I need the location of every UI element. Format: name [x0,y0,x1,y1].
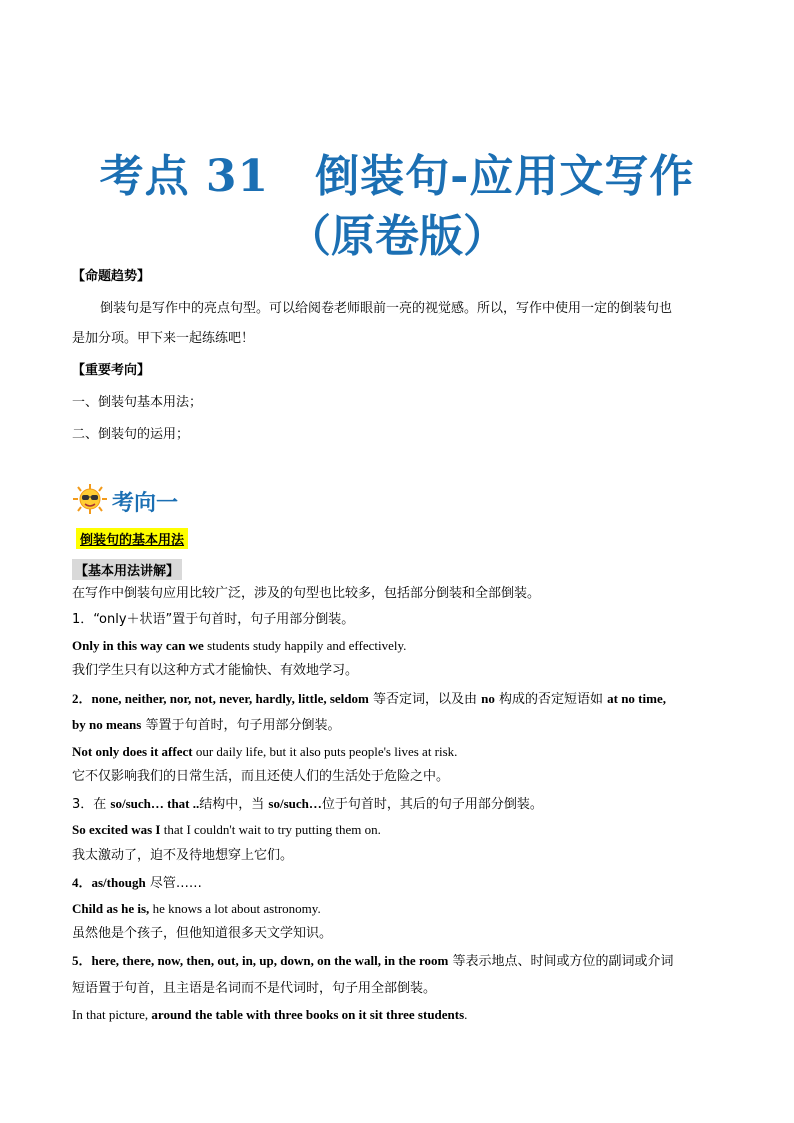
key-item-1: 一、倒装句基本用法； [72,395,203,410]
rule5-heading-line2: 短语置于句首，且主语是名词而不是代词时，句子用全部倒装。 [72,981,437,996]
rule2-example: Not only does it affect our daily life, but it also puts people's lives at risk. [72,744,458,759]
rule2-heading-line1: 2．none, neither, nor, not, never, hardly, little, seldom 等否定词，以及由 no 构成的否定短语如 at no time, [72,691,666,707]
box-heading: 【基本用法讲解】 [72,559,182,580]
key-item-2: 二、倒装句的运用； [72,427,190,442]
key-heading: 【重要考向】 [72,363,151,378]
rule3-example: So excited was I that I couldn't wait to try putting them on. [72,822,381,837]
rule3-heading: 3．在 so/such… that ..结构中，当 so/such…位于句首时，其后的句子用部分倒装。 [72,796,543,812]
page-title-line1: 考点 31 倒装句-应用文写作 [99,151,695,202]
rule4-translation: 虽然他是个孩子，但他知道很多天文学知识。 [72,926,333,941]
rule1-heading: 1．“only＋状语”置于句首时，句子用部分倒装。 [72,612,355,627]
rule2-translation: 它不仅影响我们的日常生活，而且还使人们的生活处于危险之中。 [72,769,450,784]
rule2-heading-line2: by no means 等置于句首时，句子用部分倒装。 [72,717,341,733]
rule4-heading: 4．as/though 尽管…… [72,875,202,891]
rule3-translation: 我太激动了，迫不及待地想穿上它们。 [72,848,294,863]
section-title: 考向一 [112,490,179,516]
rule5-heading-line1: 5．here, there, now, then, out, in, up, down, on the wall, in the room 等表示地点、时间或方位的副词或介词 [72,953,674,969]
intro-text: 在写作中倒装句应用比较广泛，涉及的句型也比较多，包括部分倒装和全部倒装。 [72,586,541,601]
rule1-translation: 我们学生只有以这种方式才能愉快、有效地学习。 [72,663,359,678]
rule5-example: In that picture, around the table with three books on it sit three students. [72,1007,468,1022]
trend-heading: 【命题趋势】 [72,269,151,284]
rule1-example: Only in this way can we students study happily and effectively. [72,638,407,653]
page-title-line2: （原卷版） [287,211,507,262]
rule4-example: Child as he is, he knows a lot about astronomy. [72,901,321,916]
trend-paragraph-line2: 是加分项。甲下来一起练练吧！ [72,331,255,346]
section-highlight: 倒装句的基本用法 [76,528,188,549]
trend-paragraph-line1: 倒装句是写作中的亮点句型。可以给阅卷老师眼前一亮的视觉感。所以，写作中使用一定的倒装句也 [100,301,673,316]
sun-with-sunglasses-icon [70,483,110,515]
